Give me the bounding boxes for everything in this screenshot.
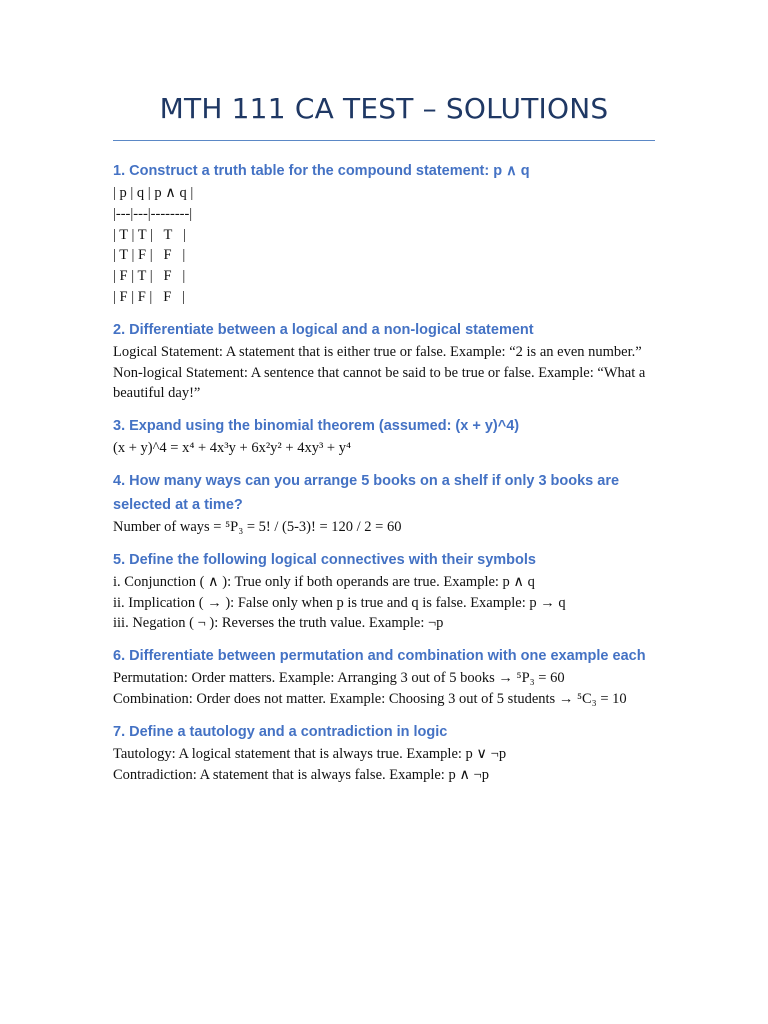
- truth-table-row: | p | q | p ∧ q |: [113, 185, 194, 201]
- answer-line: Permutation: Order matters. Example: Arranging 3 out of 5 books → ⁵P₃ = 60: [113, 670, 565, 687]
- truth-table-row: |---|---|--------|: [113, 205, 193, 222]
- truth-table-row: | T | F | F |: [113, 247, 186, 264]
- truth-table-row: | T | T | T |: [113, 226, 186, 243]
- page-title: MTH 111 CA TEST – SOLUTIONS: [159, 92, 609, 125]
- answer-line: (x + y)^4 = x⁴ + 4x³y + 6x²y² + 4xy³ + y⁴: [113, 440, 352, 457]
- solutions-body: [113, 159, 658, 795]
- answer-line: Logical Statement: A statement that is either true or false. Example: “2 is an even number.”: [113, 343, 642, 360]
- question-4: [113, 469, 658, 538]
- question-heading: 6. Differentiate between permutation and combination with one example each: [113, 648, 646, 665]
- question-heading: 4. How many ways can you arrange 5 books on a shelf if only 3 books are selected at a time?: [113, 472, 620, 513]
- answer-line: i. Conjunction ( ∧ ): True only if both operands are true. Example: p ∧ q: [113, 573, 535, 590]
- truth-table-row: | F | F | F |: [113, 288, 186, 305]
- answer-line: Combination: Order does not matter. Example: Choosing 3 out of 5 students → ⁵C₃ = 10: [113, 690, 627, 707]
- question-heading: 5. Define the following logical connectives with their symbols: [113, 551, 536, 568]
- question-heading: 7. Define a tautology and a contradiction in logic: [113, 723, 448, 740]
- answer-line: Tautology: A logical statement that is always true. Example: p ∨ ¬p: [113, 745, 507, 762]
- question-6: [113, 644, 658, 710]
- question-7: [113, 720, 658, 786]
- question-5: [113, 548, 658, 634]
- answer-line: iii. Negation ( ¬ ): Reverses the truth value. Example: ¬p: [113, 615, 444, 632]
- question-2: [113, 318, 658, 404]
- question-heading: 3. Expand using the binomial theorem (assumed: (x + y)^4): [113, 418, 520, 435]
- answer-line: ii. Implication ( → ): False only when p is true and q is false. Example: p → q: [113, 594, 566, 611]
- answer-line: Number of ways = ⁵P₃ = 5! / (5-3)! = 120 / 2 = 60: [113, 518, 402, 535]
- question-heading: 2. Differentiate between a logical and a non-logical statement: [113, 321, 534, 338]
- title-underline: [113, 140, 655, 141]
- question-heading: 1. Construct a truth table for the compound statement: p ∧ q: [113, 163, 530, 179]
- truth-table-row: | F | T | F |: [113, 268, 186, 285]
- question-3: [113, 414, 658, 459]
- answer-line: Non-logical Statement: A sentence that cannot be said to be true or false. Example: “What a beautiful day!”: [113, 364, 649, 402]
- answer-line: Contradiction: A statement that is always false. Example: p ∧ ¬p: [113, 766, 489, 783]
- question-1: [113, 159, 658, 308]
